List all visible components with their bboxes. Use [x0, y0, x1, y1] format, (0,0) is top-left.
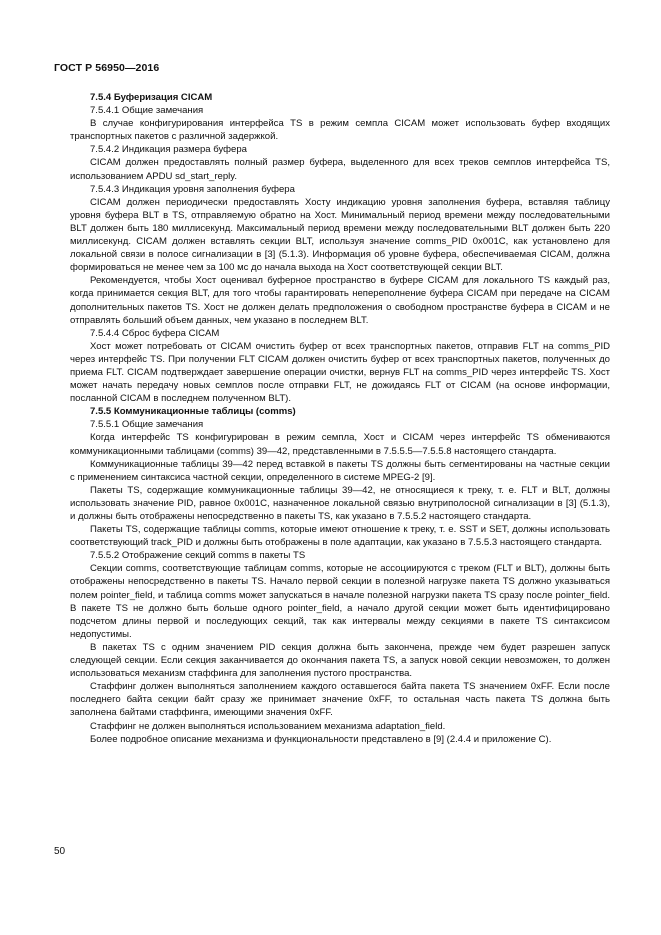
paragraph: Секции comms, соответствующие таблицам comms, которые не ассоциируются с треком (FLT и BLT), должны быть отображены непосредственно в пакеты TS. Начало первой секции в полезной нагрузке пакета TS должно указываться полем pointer_field, и таблица comms может запускаться в начале полезной нагрузки пакета TS сразу после pointer_field. В пакете TS не должно быть больше одного pointer_field, а начало другой секции может быть идентифицировано подсчетом длины первой и последующих секций, так как интервалы между секциями в пакете TS синтаксисом недопустимы. [70, 563, 610, 640]
subsection-heading: 7.5.4.2 Индикация размера буфера [90, 144, 247, 156]
section-heading: 7.5.4 Буферизация CICAM [90, 92, 213, 103]
subsection-heading: 7.5.5.1 Общие замечания [90, 419, 204, 431]
paragraph: Стаффинг должен выполняться заполнением каждого оставшегося байта пакета TS значением 0xFF. Если после последнего байта секции байт сразу же принимает значение 0xFF, то остальная часть пакета TS должна быть заполнена байтами стаффинга, имеющими значения 0xFF. [70, 681, 610, 719]
paragraph: Коммуникационные таблицы 39—42 перед вставкой в пакеты TS должны быть сегментированы на частные секции с применением синтаксиса частной секции, определенного в системе MPEG-2 [9]. [70, 458, 610, 483]
paragraph: CICAM должен предоставлять полный размер буфера, выделенного для всех треков семплов интерфейса TS, использованием APDU sd_start_reply. [70, 157, 610, 182]
paragraph: Рекомендуется, чтобы Хост оценивал буферное пространство в буфере CICAM для локального TS каждый раз, когда принимается секция BLT, для того чтобы гарантировать непереполнение буфера CICAM при передаче на CICAM дополнительных пакетов TS. Хост не должен делать предположения о свободном пространстве буфера в CICAM и не отправлять больший объем данных, чем указано в последнем BLT. [70, 275, 610, 326]
subsection-heading: 7.5.4.1 Общие замечания [90, 105, 204, 117]
page-number: 50 [54, 846, 66, 857]
subsection-heading: 7.5.4.4 Сброс буфера CICAM [90, 327, 220, 339]
paragraph: Пакеты TS, содержащие таблицы comms, которые имеют отношение к треку, т. е. SST и SET, должны использовать соответствующий track_PID и должны быть отображены в поле адаптации, как указано в 7.5.5.3 настоящего стандарта. [70, 524, 610, 549]
paragraph: Стаффинг не должен выполняться использованием механизма adaptation_field. [90, 720, 446, 732]
paragraph: Более подробное описание механизма и функциональности представлено в [9] (2.4.4 и приложение C). [90, 733, 552, 745]
paragraph: В пакетах TS с одним значением PID секция должна быть закончена, прежде чем будет разрешен запуск следующей секции. Если секция заканчивается до окончания пакета TS, а запуск новой секции невозможен, то должен использоваться механизм стаффинга для заполнения пустого пространства. [70, 641, 610, 680]
paragraph: CICAM должен периодически предоставлять Хосту индикацию уровня заполнения буфера, вставляя таблицу уровня буфера BLT в TS, отправляемую обратно на Хост. Минимальный период времени между последовательными BLT должен быть 180 миллисекунд. Максимальный период времени между последовательными BLT должен быть 220 миллисекунд. CICAM должен вставлять секции BLT, используя значение comms_PID 0x001C, как установлено для локальной связи в полосе сигнализации в [3] (5.1.3). Информация об уровне буфера, обеспечиваемая CICAM, должна формироваться не менее чем за 100 мс до начала выхода на Хост соответствующей секции BLT. [70, 196, 610, 274]
paragraph: Когда интерфейс TS конфигурирован в режим семпла, Хост и CICAM через интерфейс TS обмениваются коммуникационными таблицами (comms) 39—42, представленными в 7.5.5.5—7.5.5.8 настоящего стандарта. [70, 432, 610, 457]
paragraph: Пакеты TS, содержащие коммуникационные таблицы 39—42, не относящиеся к треку, т. е. FLT и BLT, должны использовать значение PID, равное 0x001C, назначенное локальной связью внутриполосной сигнализации в [3] (5.1.3), и должны быть отображены непосредственно в пакеты TS, как указано в 7.5.5.2 настоящего стандарта. [70, 484, 610, 522]
standard-header: ГОСТ Р 56950—2016 [54, 62, 160, 74]
paragraph: В случае конфигурирования интерфейса TS в режим семпла CICAM может использовать буфер входящих транспортных пакетов с различной задержкой. [70, 118, 610, 143]
subsection-heading: 7.5.5.2 Отображение секций comms в пакеты TS [90, 550, 306, 562]
paragraph: Хост может потребовать от CICAM очистить буфер от всех транспортных пакетов, отправив FLT на comms_PID через интерфейс TS. При получении FLT CICAM должен очистить буфер от всех транспортных пакетов, полученных до приема FLT. CICAM подтверждает завершение операции очистки, вернув FLT на comms_PID через интерфейс TS. Хост может начать передачу новых семплов после отправки FLT, не дожидаясь FLT от CICAM (на основе информации, посланной CICAM в последнем полученном BLT). [70, 340, 610, 405]
subsection-heading: 7.5.4.3 Индикация уровня заполнения буфера [90, 183, 295, 195]
section-heading: 7.5.5 Коммуникационные таблицы (comms) [90, 406, 296, 418]
page-content [70, 91, 610, 746]
